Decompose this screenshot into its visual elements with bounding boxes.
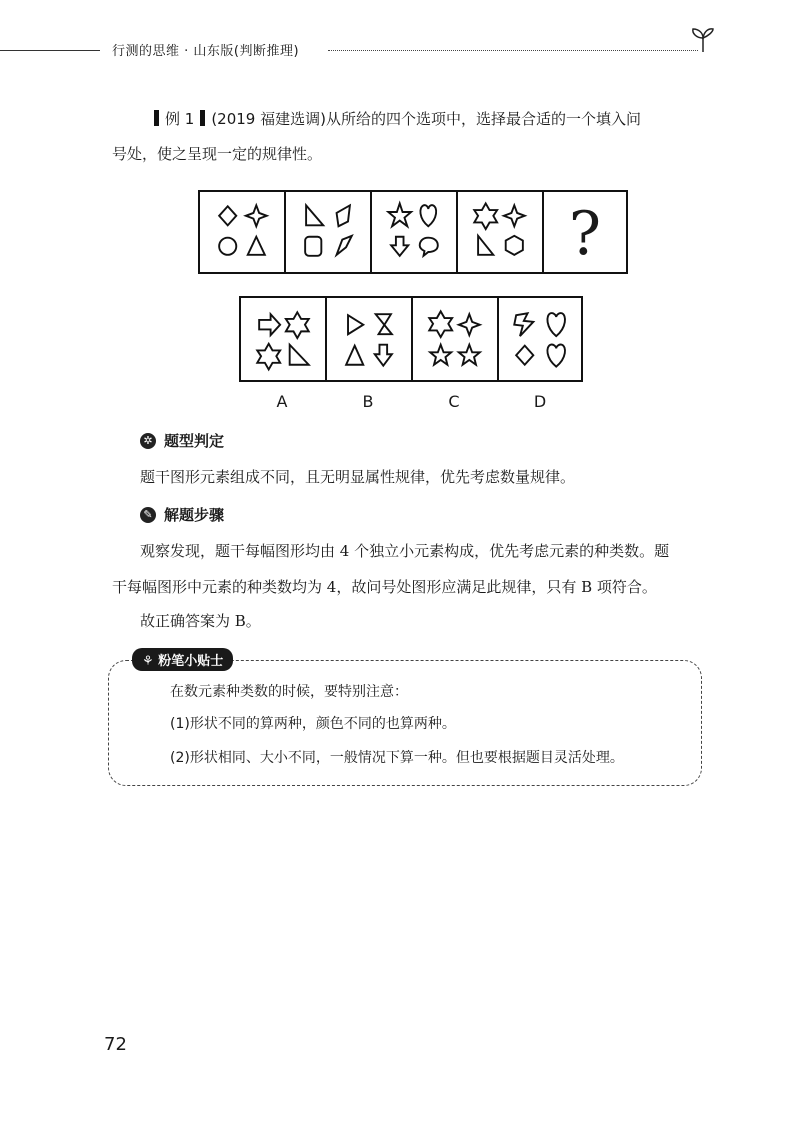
question-text (148, 102, 728, 137)
diamond-shape (219, 206, 236, 225)
star-shape (430, 345, 451, 365)
section-type-text: 题干图形元素组成不同，且无明显属性规律，优先考虑数量规律。 (140, 468, 576, 486)
option-a-shapes (241, 298, 325, 380)
steps-line2: 干每幅图形中元素的种类数均为 4，故问号处图形应满足此规律，只有 B 项符合。 (112, 578, 657, 596)
star-shape (388, 203, 411, 226)
circle-shape (219, 238, 236, 255)
down-arrow-shape (391, 237, 408, 256)
option-c-shapes (413, 298, 497, 380)
figure-1-shapes (200, 192, 284, 272)
arrowhead-shape (337, 236, 352, 255)
figure-3 (370, 190, 456, 274)
option-labels (239, 392, 583, 411)
question-figure-row (198, 190, 628, 274)
tip-item-1: (1)形状不同的算两种，颜色不同的也算两种。 (170, 716, 456, 732)
options-row (239, 296, 583, 382)
hexagram-shape (257, 344, 280, 370)
header-rule-left (0, 50, 100, 51)
option-label-a: A (276, 392, 288, 411)
figure-3-shapes (372, 192, 456, 272)
sprout-icon (688, 26, 718, 54)
option-b[interactable] (325, 296, 411, 382)
figure-4 (456, 190, 542, 274)
hexagon-shape (506, 236, 523, 255)
four-point-star-shape (246, 205, 267, 226)
sprout-icon: ⚘ (142, 654, 154, 669)
figure-4-shapes (458, 192, 542, 272)
triangle-shape (248, 237, 265, 255)
figure-question (542, 190, 628, 274)
question-label: 例 1 (148, 110, 211, 128)
hexagram-shape (429, 311, 452, 337)
option-label-b: B (362, 392, 374, 411)
gear-icon: ✲ (140, 433, 156, 449)
tip-item-2: (2)形状相同、大小不同，一般情况下算一种。但也要根据题目灵活处理。 (170, 750, 624, 766)
option-a[interactable] (239, 296, 325, 382)
option-d[interactable] (497, 296, 583, 382)
running-header-title: 行测的思维 · 山东版(判断推理) (112, 44, 300, 59)
hexagram-shape (286, 312, 309, 338)
play-triangle-shape (348, 315, 363, 334)
star-shape (459, 345, 480, 365)
figure-2 (284, 190, 370, 274)
section-type-title: 题型判定 (164, 432, 225, 450)
tip-title: 粉笔小贴士 (158, 654, 224, 669)
bowtie-shape (376, 314, 392, 334)
right-triangle-shape (290, 345, 309, 365)
heart-shape (547, 345, 565, 367)
lightning-shape (514, 313, 533, 336)
question-line1: (2019 福建选调)从所给的四个选项中，选择最合适的一个填入问 (211, 110, 641, 128)
option-d-shapes (499, 298, 581, 380)
heart-shape (547, 313, 565, 336)
option-c[interactable] (411, 296, 497, 382)
four-point-star-shape (459, 314, 480, 335)
right-arrow-shape (259, 314, 280, 335)
header-rule-right (328, 50, 698, 51)
right-triangle-shape (478, 236, 493, 255)
rounded-rect-shape (305, 237, 321, 256)
option-label-c: C (448, 392, 460, 411)
right-triangle-shape (306, 205, 323, 225)
four-point-star-shape (504, 205, 525, 226)
figure-1 (198, 190, 284, 274)
section-type-heading (140, 430, 224, 451)
question-mark: ? (568, 199, 602, 269)
steps-answer: 故正确答案为 B。 (140, 612, 261, 630)
question-line2: 号处，使之呈现一定的规律性。 (112, 145, 323, 163)
figure-2-shapes (286, 192, 370, 272)
pencil-icon: ✎ (140, 507, 156, 523)
option-label-d: D (533, 392, 547, 411)
speech-bubble-shape (420, 238, 438, 256)
triangle-shape (346, 346, 363, 365)
section-steps-heading (140, 504, 224, 525)
hexagram-shape (474, 203, 497, 229)
diamond-shape (516, 346, 533, 365)
quadrilateral-shape (337, 205, 350, 226)
option-b-shapes (327, 298, 411, 380)
down-arrow-shape (375, 345, 392, 366)
section-steps-title: 解题步骤 (164, 506, 225, 524)
tip-tag (132, 648, 233, 671)
steps-line1: 观察发现，题干每幅图形均由 4 个独立小元素构成，优先考虑元素的种类数。题 (140, 542, 670, 560)
page-number: 72 (104, 1034, 127, 1055)
tip-intro: 在数元素种类数的时候，要特别注意： (170, 684, 408, 700)
heart-shape (420, 205, 436, 226)
